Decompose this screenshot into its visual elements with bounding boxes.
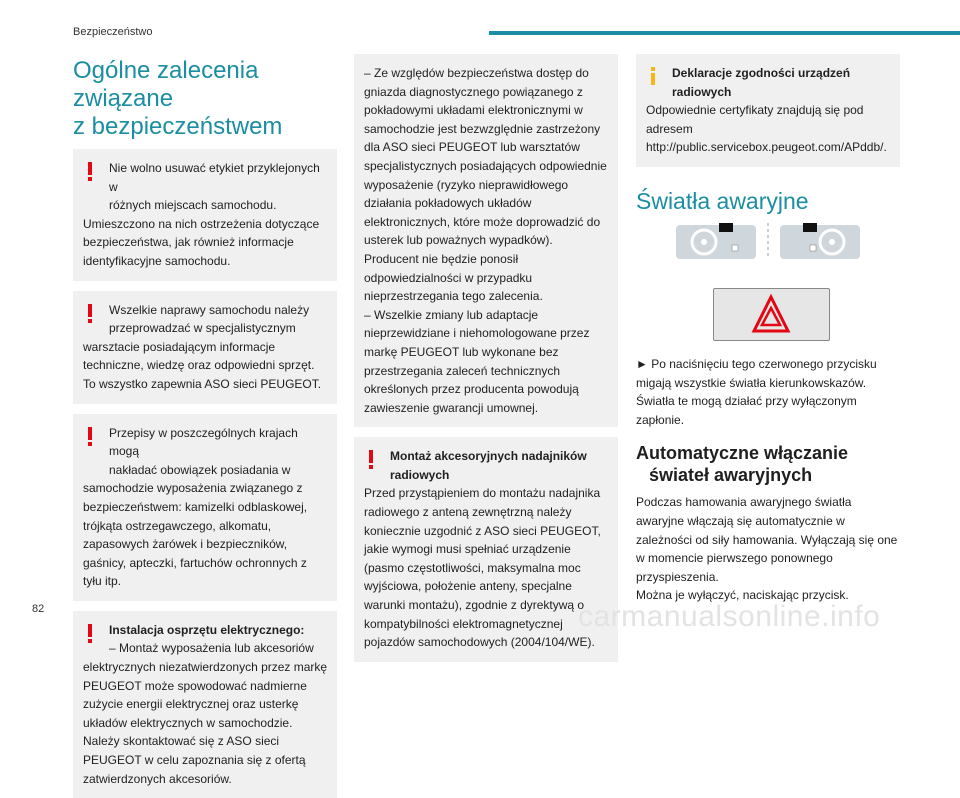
box-heading: radiowych <box>390 467 450 482</box>
box-lead-line: nakładać obowiązek posiadania w <box>109 462 291 477</box>
warning-icon <box>369 450 373 463</box>
hazard-triangle-icon <box>714 289 829 340</box>
warning-box-regulations <box>73 414 337 601</box>
box-heading: Montaż akcesoryjnych nadajników <box>390 449 587 464</box>
paragraph: Podczas hamowania awaryjnego światła awaryjne włączają się automatycznie w zależności od siły hamowania. Wyłączają się one w momencie pierwszego ponownego przyspieszenia. <box>636 495 898 584</box>
watermark: carmanualsonline.info <box>578 600 881 633</box>
box-text: Przed przystąpieniem do montażu nadajnika radiowego z anteną zewnętrzną należy koniecznie uzgodnić z ASO sieci PEUGEOT, jakie wymogi musi spełniać urządzenie (pasmo częstotliwości, maksymalna moc wyjściowa, położenie anteny, specjalne warunki montażu), zgodnie z dyrektywą o kompatybilności elektromagnetycznej pojazdów samochodowych (2004/104/WE). <box>364 486 601 650</box>
box-heading: radiowych <box>672 84 732 99</box>
warning-icon <box>88 624 92 637</box>
hazard-lights-illustration <box>636 221 900 341</box>
column-left <box>73 54 337 798</box>
section-title-hazard-lights: Światła awaryjne <box>636 187 809 214</box>
info-icon <box>651 73 655 85</box>
warning-icon <box>88 162 92 175</box>
box-lead-line: przeprowadzać w specjalistycznym <box>109 321 296 336</box>
warning-icon <box>88 427 92 440</box>
subsection-title-automatic-hazard <box>636 442 900 486</box>
continuation-box <box>354 54 618 427</box>
subtitle-line-2: świateł awaryjnych <box>649 465 813 486</box>
warning-box-electrical <box>73 611 337 798</box>
column-middle <box>354 54 618 662</box>
title-line-2: z bezpieczeństwem <box>73 113 283 140</box>
column-right <box>636 54 900 605</box>
header-section-label: Bezpieczeństwo <box>73 26 153 38</box>
header-accent-bar <box>489 31 960 35</box>
hazard-button-illustration <box>713 288 830 341</box>
warning-box-labels <box>73 149 337 281</box>
box-lead-line: różnych miejscach samochodu. <box>109 198 277 213</box>
subtitle-line-1: Automatyczne włączanie <box>636 443 849 464</box>
info-box-conformity <box>636 54 900 167</box>
box-lead-line: Nie wolno usuwać etykiet przyklejonych w <box>109 161 320 194</box>
box-lead-line: Wszelkie naprawy samochodu należy <box>109 302 310 317</box>
box-text: samochodzie wyposażenia związanego z bezpieczeństwem: kamizelki odblaskowej, trójkąta ostrzegawczego, alkomatu, zapasowych żarówek i bezpieczników, gaśnicy, apteczki, fartuchów ochronnych z tyłu itp. <box>83 481 308 589</box>
section-title-general-safety <box>73 57 337 141</box>
box-text: Umieszczono na nich ostrzeżenia dotyczące bezpieczeństwa, jak również informacje identyfikacyjne samochodu. <box>83 216 320 268</box>
title-line-1: Ogólne zalecenia związane <box>73 57 259 112</box>
box-heading: Instalacja osprzętu elektrycznego: <box>109 622 305 637</box>
box-text: Odpowiednie certyfikaty znajdują się pod adresem http://public.servicebox.peugeot.com/APddb/. <box>646 103 887 155</box>
warning-icon <box>88 304 92 317</box>
paragraph: Można je wyłączyć, naciskając przycisk. <box>636 588 849 603</box>
paragraph: ► Po naciśnięciu tego czerwonego przycisku migają wszystkie światła kierunkowskazów. <box>636 356 877 390</box>
paragraph: Światła te mogą działać przy wyłączonym zapłonie. <box>636 394 857 427</box>
hazard-lights-text <box>636 355 900 429</box>
box-lead-line: – Montaż wyposażenia lub akcesoriów <box>109 641 314 656</box>
continuation-paragraph: – Ze względów bezpieczeństwa dostęp do gniazda diagnostycznego powiązanego z pokładowymi układami elektronicznymi w samochodzie jest bezwzględnie zastrzeżony dla ASO sieci PEUGEOT lub warsztatów specjalistycznych posiadających odpowiednie wyposażenie (ryzyko nieprawidłowego działania pokładowych układów elektronicznych, które może doprowadzić do usterek lub poważnych wypadków). Producent nie będzie ponosił odpowiedzialności w przypadku nieprzestrzegania tego zalecenia. <box>364 66 607 304</box>
dashboard-steering-wheels-icon <box>636 221 900 281</box>
box-lead-line: Przepisy w poszczególnych krajach mogą <box>109 425 298 459</box>
continuation-paragraph: – Wszelkie zmiany lub adaptacje nieprzewidziane i niehomologowane przez markę PEUGEOT lub wykonane bez przestrzegania zaleceń technicznych określonych przez producenta powodują zawieszenie gwarancji umownej. <box>364 307 590 415</box>
page-number: 82 <box>32 603 45 615</box>
box-text: elektrycznych niezatwierdzonych przez markę PEUGEOT może spowodować nadmierne zużycie energii elektrycznej oraz usterkę układów elektrycznych w samochodzie. Należy skontaktować się z ASO sieci PEUGEOT w celu zapoznania się z ofertą zatwierdzonych akcesoriów. <box>83 660 328 786</box>
box-text: warsztacie posiadającym informacje techniczne, wiedzę oraz odpowiedni sprzęt. To wszystko zapewnia ASO sieci PEUGEOT. <box>83 339 322 391</box>
automatic-hazard-text <box>636 493 900 605</box>
warning-box-repairs <box>73 291 337 404</box>
box-heading: Deklaracje zgodności urządzeń <box>672 66 851 80</box>
